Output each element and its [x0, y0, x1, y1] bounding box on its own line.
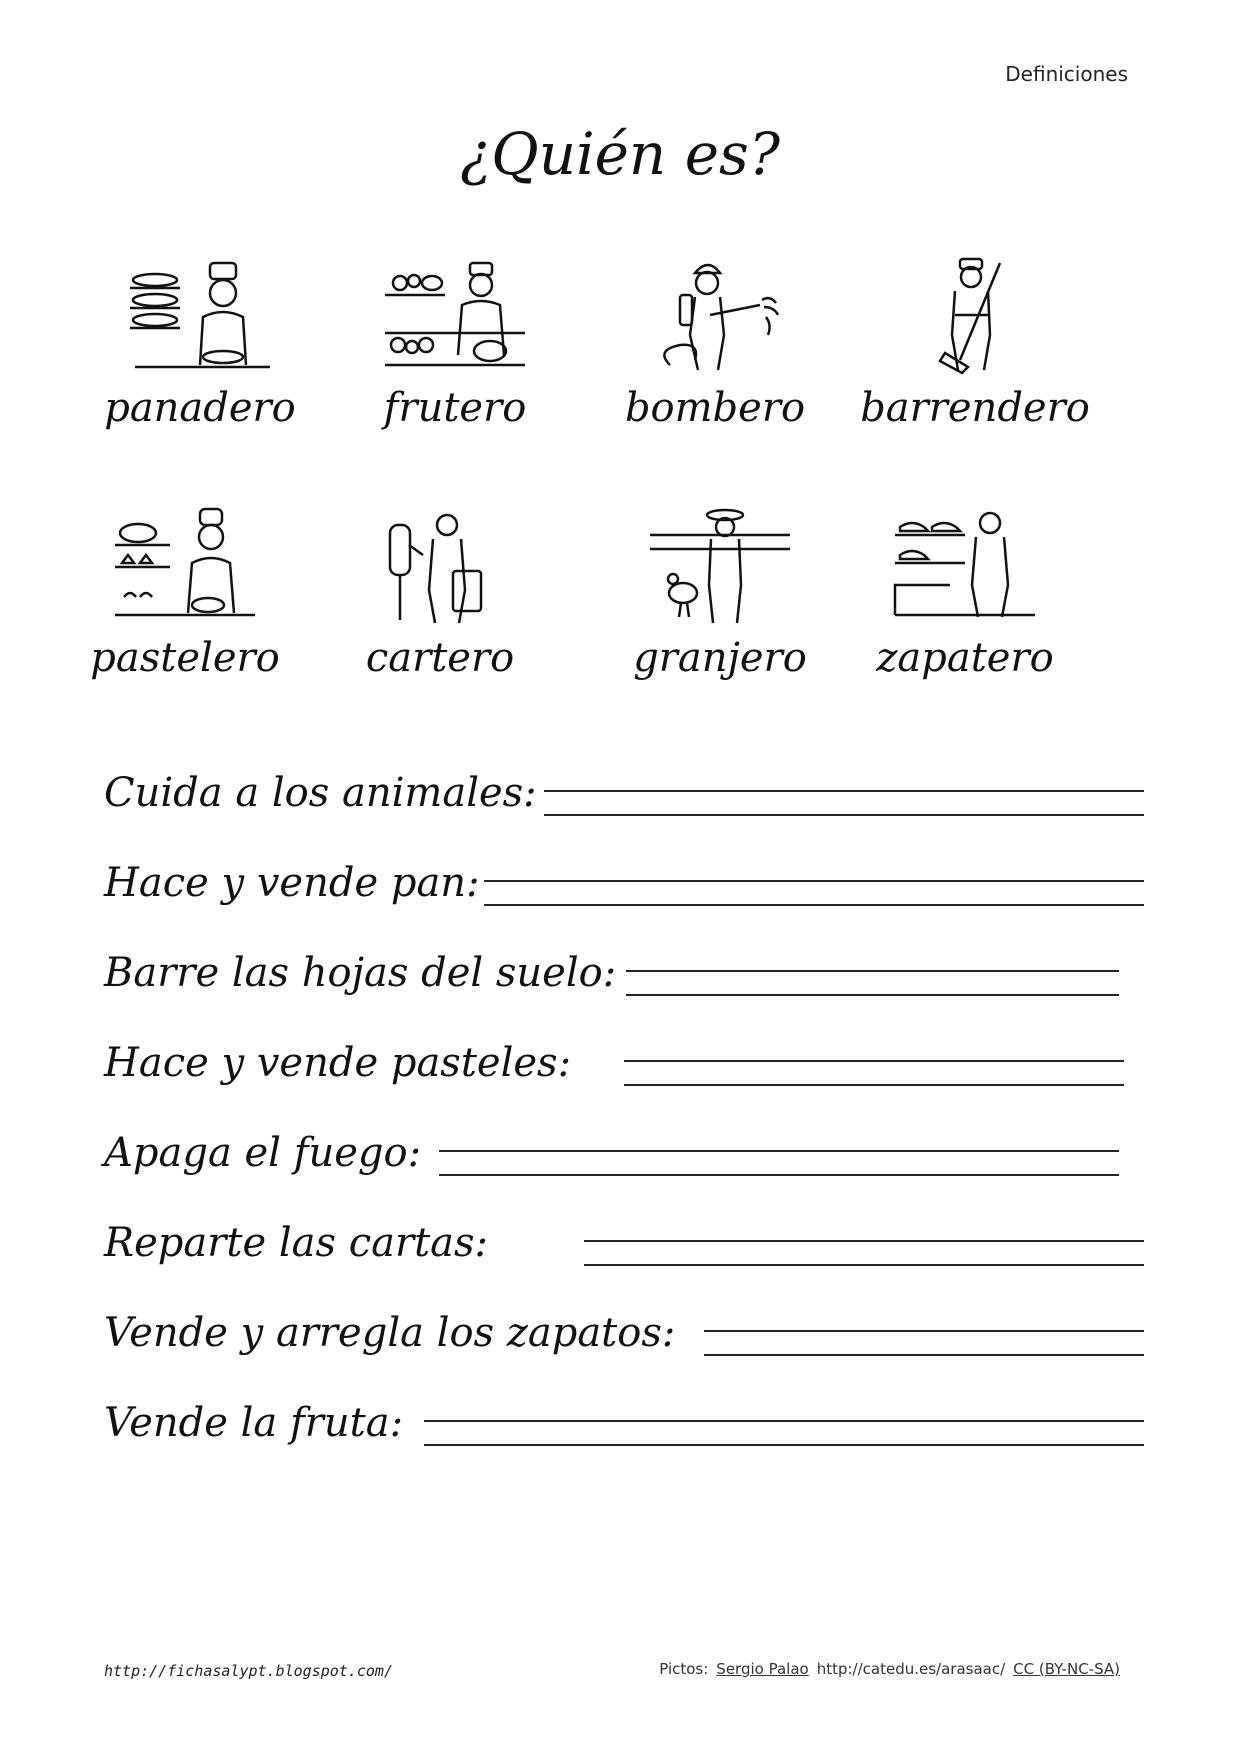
answer-field[interactable]	[584, 1240, 1144, 1266]
answer-field[interactable]	[624, 1060, 1124, 1086]
profession-card	[845, 255, 1105, 455]
page-title: ¿Quién es?	[460, 120, 780, 188]
profession-card	[585, 255, 845, 455]
exercise-row	[104, 930, 1144, 1000]
exercise-row	[104, 750, 1144, 820]
profession-word: cartero	[365, 635, 515, 681]
answer-field[interactable]	[484, 880, 1144, 906]
exercise-prompt: Reparte las cartas:	[104, 1220, 489, 1266]
exercise-prompt: Hace y vende pan:	[104, 860, 480, 906]
pictogram-row-1	[0, 255, 1240, 455]
profession-card	[55, 505, 315, 705]
exercise-prompt: Vende la fruta:	[104, 1400, 404, 1446]
baker-icon	[125, 255, 275, 375]
footer-credits	[651, 1660, 1120, 1678]
profession-word: granjero	[633, 635, 807, 681]
footer-site-link[interactable]: http://catedu.es/arasaac/	[816, 1660, 1006, 1678]
footer-blog-link[interactable]: http://fichasalypt.blogspot.com/	[104, 1662, 393, 1680]
profession-card	[590, 505, 850, 705]
exercise-row	[104, 840, 1144, 910]
profession-card	[325, 255, 585, 455]
answer-field[interactable]	[626, 970, 1119, 996]
pictogram-row-2	[0, 505, 1240, 705]
footer-license-link[interactable]: CC (BY-NC-SA)	[1013, 1660, 1120, 1678]
answer-field[interactable]	[704, 1330, 1144, 1356]
farmer-icon	[645, 505, 795, 625]
shoemaker-icon	[890, 505, 1040, 625]
exercise-row	[104, 1200, 1144, 1270]
exercise-prompt: Apaga el fuego:	[104, 1130, 422, 1176]
profession-card	[70, 255, 330, 455]
exercise-prompt: Hace y vende pasteles:	[104, 1040, 572, 1086]
profession-word: barrendero	[860, 385, 1090, 431]
exercise-row	[104, 1380, 1144, 1450]
header-tag: Definiciones	[1005, 62, 1128, 86]
profession-word: zapatero	[876, 635, 1054, 681]
firefighter-icon	[640, 255, 790, 375]
profession-word: panadero	[104, 385, 296, 431]
exercise-row	[104, 1020, 1144, 1090]
answer-field[interactable]	[439, 1150, 1119, 1176]
profession-card	[835, 505, 1095, 705]
exercise-row	[104, 1110, 1144, 1180]
profession-word: bombero	[624, 385, 806, 431]
fruit-seller-icon	[380, 255, 530, 375]
exercise-prompt: Vende y arregla los zapatos:	[104, 1310, 676, 1356]
footer-pictos-label: Pictos:	[659, 1660, 709, 1678]
exercise-prompt: Cuida a los animales:	[104, 770, 537, 816]
pastry-chef-icon	[110, 505, 260, 625]
footer-author-link[interactable]: Sergio Palao	[716, 1660, 809, 1678]
profession-word: frutero	[383, 385, 527, 431]
exercise-row	[104, 1290, 1144, 1360]
answer-field[interactable]	[424, 1420, 1144, 1446]
postman-icon	[365, 505, 515, 625]
street-sweeper-icon	[900, 255, 1050, 375]
profession-card	[310, 505, 570, 705]
exercise-prompt: Barre las hojas del suelo:	[104, 950, 617, 996]
answer-field[interactable]	[544, 790, 1144, 816]
profession-word: pastelero	[90, 635, 280, 681]
